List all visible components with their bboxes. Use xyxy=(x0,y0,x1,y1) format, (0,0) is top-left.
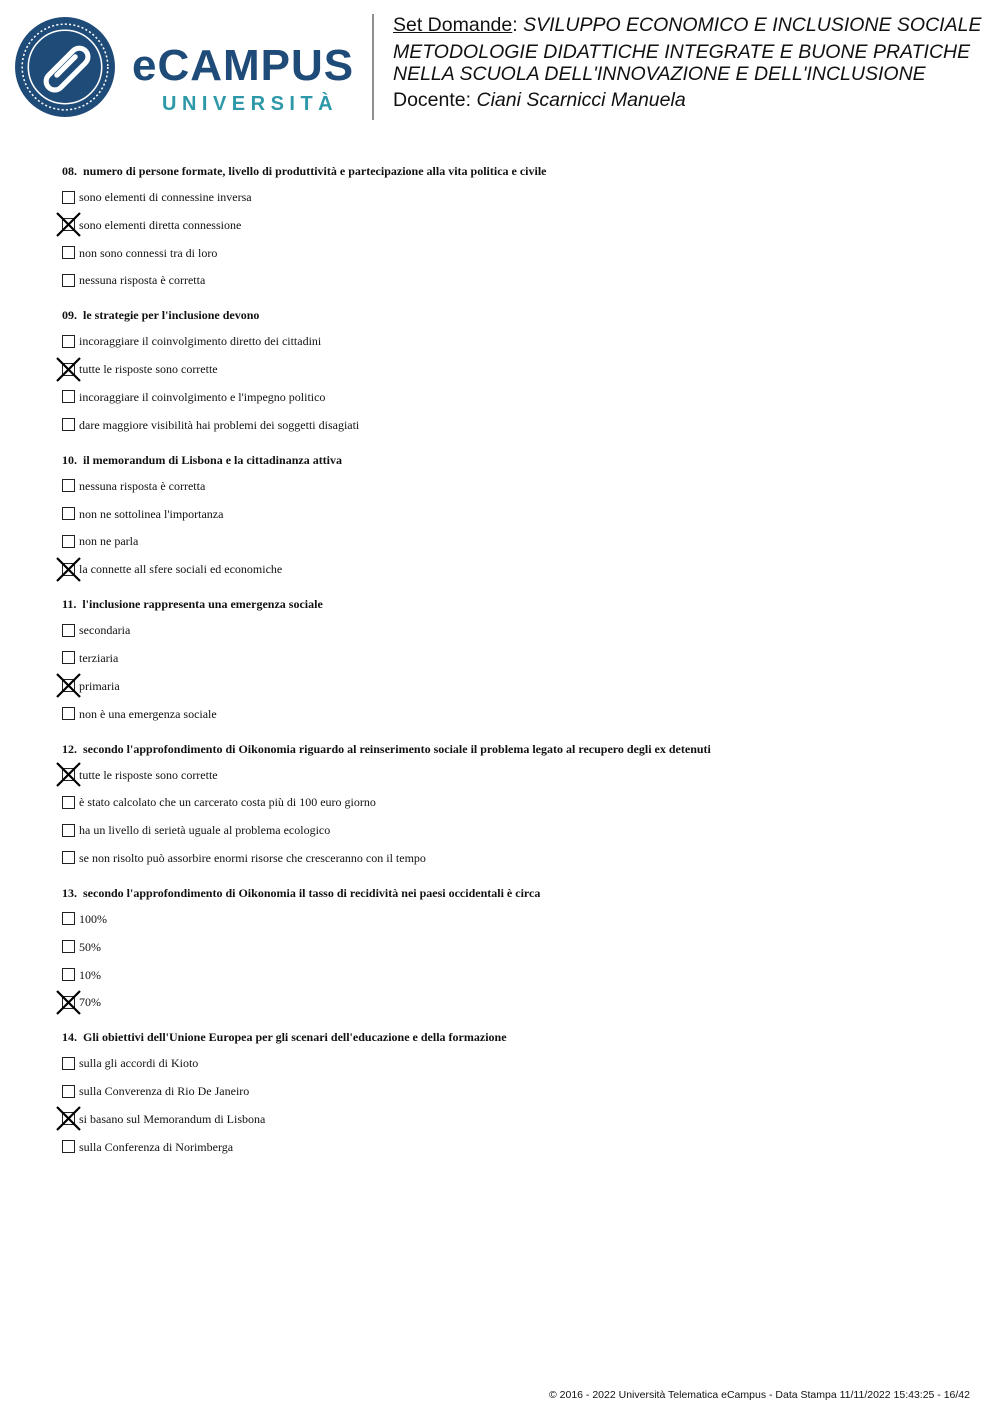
option-label: sulla Converenza di Rio De Janeiro xyxy=(79,1084,250,1099)
page-footer: © 2016 - 2022 Università Telematica eCampus - Data Stampa 11/11/2022 15:43:25 - 16/42 xyxy=(549,1389,970,1401)
option-label: 70% xyxy=(79,995,101,1010)
checkbox[interactable] xyxy=(62,274,75,287)
set-separator: : xyxy=(512,14,518,36)
question-block xyxy=(62,1028,962,1156)
checkbox[interactable] xyxy=(62,968,75,981)
cross-mark-icon xyxy=(56,212,81,237)
answer-option[interactable] xyxy=(62,270,962,290)
checked-checkbox[interactable] xyxy=(62,218,75,231)
answer-option[interactable] xyxy=(62,559,962,579)
cross-mark-icon xyxy=(56,673,81,698)
option-label: 100% xyxy=(79,911,107,926)
answer-option[interactable] xyxy=(62,331,962,351)
checkbox[interactable] xyxy=(62,191,75,204)
option-label: 50% xyxy=(79,939,101,954)
question-text: Gli obiettivi dell'Unione Europea per gli scenari dell'educazione e della formazione xyxy=(83,1030,507,1045)
logo-wordmark: eCAMPUS xyxy=(132,41,355,90)
question-number: 11. xyxy=(62,597,77,612)
checkbox[interactable] xyxy=(62,335,75,348)
header-divider xyxy=(372,14,374,120)
checkbox[interactable] xyxy=(62,507,75,520)
question-text: numero di persone formate, livello di produttività e partecipazione alla vita politica e civile xyxy=(83,164,547,178)
question-text: secondo l'approfondimento di Oikonomia il tasso di recidività nei paesi occidentali è circa xyxy=(83,885,541,900)
answer-option[interactable] xyxy=(62,1109,962,1129)
ecampus-logo xyxy=(14,14,359,124)
option-label: incoraggiare il coinvolgimento diretto dei cittadini xyxy=(79,334,322,349)
checkbox[interactable] xyxy=(62,246,75,259)
answer-option[interactable] xyxy=(62,676,962,696)
checked-checkbox[interactable] xyxy=(62,563,75,576)
checkbox[interactable] xyxy=(62,707,75,720)
cross-mark-icon xyxy=(56,557,81,582)
option-label: si basano sul Memorandum di Lisbona xyxy=(79,1111,266,1126)
answer-option[interactable] xyxy=(62,359,962,379)
question-list xyxy=(62,162,962,1173)
answer-option[interactable] xyxy=(62,765,962,785)
set-title-line xyxy=(393,14,993,36)
option-label: nessuna risposta è corretta xyxy=(79,478,206,493)
checkbox[interactable] xyxy=(62,1140,75,1153)
logo-subtitle: UNIVERSITÀ xyxy=(162,93,339,115)
docente-name: Ciani Scarnicci Manuela xyxy=(476,89,686,111)
question-block xyxy=(62,595,962,723)
question-number: 13. xyxy=(62,885,77,900)
checkbox[interactable] xyxy=(62,535,75,548)
option-label: non ne sottolinea l'importanza xyxy=(79,506,224,521)
option-label: terziaria xyxy=(79,650,119,665)
set-title: SVILUPPO ECONOMICO E INCLUSIONE SOCIALE xyxy=(523,14,982,36)
answer-option[interactable] xyxy=(62,531,962,551)
option-label: secondaria xyxy=(79,623,131,638)
checkbox[interactable] xyxy=(62,651,75,664)
checked-checkbox[interactable] xyxy=(62,679,75,692)
option-label: sono elementi di connessine inversa xyxy=(79,190,252,204)
option-label: incoraggiare il coinvolgimento e l'impegno politico xyxy=(79,389,326,404)
answer-option[interactable] xyxy=(62,820,962,840)
question-number: 14. xyxy=(62,1030,77,1045)
header-info xyxy=(393,14,993,111)
answer-option[interactable] xyxy=(62,1081,962,1101)
question-block xyxy=(62,306,962,434)
answer-option[interactable] xyxy=(62,648,962,668)
option-label: primaria xyxy=(79,678,120,693)
docente-label: Docente: xyxy=(393,89,472,111)
option-label: ha un livello di serietà uguale al problema ecologico xyxy=(79,823,331,838)
answer-option[interactable] xyxy=(62,965,962,985)
answer-option[interactable] xyxy=(62,704,962,724)
checkbox[interactable] xyxy=(62,824,75,837)
university-seal-icon xyxy=(14,16,116,118)
question-title xyxy=(62,451,962,469)
option-label: dare maggiore visibilità hai problemi dei soggetti disagiati xyxy=(79,417,360,432)
checked-checkbox[interactable] xyxy=(62,1112,75,1125)
option-label: tutte le risposte sono corrette xyxy=(79,362,218,377)
question-number: 10. xyxy=(62,452,77,467)
answer-option[interactable] xyxy=(62,1137,962,1157)
question-title xyxy=(62,306,962,324)
question-number: 08. xyxy=(62,164,77,178)
option-label: nessuna risposta è corretta xyxy=(79,273,206,288)
set-label: Set Domande xyxy=(393,14,513,36)
question-block xyxy=(62,740,962,868)
checkbox[interactable] xyxy=(62,912,75,925)
answer-option[interactable] xyxy=(62,215,962,235)
question-text: l'inclusione rappresenta una emergenza sociale xyxy=(82,597,323,612)
answer-option[interactable] xyxy=(62,387,962,407)
cross-mark-icon xyxy=(56,762,81,787)
checkbox[interactable] xyxy=(62,624,75,637)
question-number: 12. xyxy=(62,741,77,756)
checked-checkbox[interactable] xyxy=(62,996,75,1009)
subtitle-line-1: METODOLOGIE DIDATTICHE INTEGRATE E BUONE PRATICHE xyxy=(393,41,971,63)
question-text: le strategie per l'inclusione devono xyxy=(83,308,260,323)
answer-option[interactable] xyxy=(62,243,962,263)
question-text: secondo l'approfondimento di Oikonomia riguardo al reinserimento sociale il problema legato al recupero degli ex detenuti xyxy=(83,741,711,756)
answer-option[interactable] xyxy=(62,187,962,207)
question-block xyxy=(62,884,962,1012)
question-title xyxy=(62,595,962,613)
checkbox[interactable] xyxy=(62,940,75,953)
checkbox[interactable] xyxy=(62,390,75,403)
option-label: non è una emergenza sociale xyxy=(79,706,217,721)
checkbox[interactable] xyxy=(62,418,75,431)
answer-option[interactable] xyxy=(62,415,962,435)
cross-mark-icon xyxy=(56,990,81,1015)
question-block xyxy=(62,162,962,290)
checkbox[interactable] xyxy=(62,851,75,864)
answer-option[interactable] xyxy=(62,1053,962,1073)
answer-option[interactable] xyxy=(62,504,962,524)
option-label: è stato calcolato che un carcerato costa più di 100 euro giorno xyxy=(79,795,376,810)
answer-option[interactable] xyxy=(62,937,962,957)
checkbox[interactable] xyxy=(62,1085,75,1098)
question-title xyxy=(62,162,962,180)
question-number: 09. xyxy=(62,308,77,323)
question-title xyxy=(62,740,962,758)
option-label: la connette all sfere sociali ed economiche xyxy=(79,562,283,577)
cross-mark-icon xyxy=(56,357,81,382)
checked-checkbox[interactable] xyxy=(62,363,75,376)
answer-option[interactable] xyxy=(62,909,962,929)
checkbox[interactable] xyxy=(62,479,75,492)
answer-option[interactable] xyxy=(62,476,962,496)
answer-option[interactable] xyxy=(62,792,962,812)
option-label: non sono connessi tra di loro xyxy=(79,245,218,260)
option-label: sulla gli accordi di Kioto xyxy=(79,1056,199,1071)
checkbox[interactable] xyxy=(62,796,75,809)
option-label: 10% xyxy=(79,967,101,982)
cross-mark-icon xyxy=(56,1106,81,1131)
checked-checkbox[interactable] xyxy=(62,768,75,781)
answer-option[interactable] xyxy=(62,620,962,640)
option-label: tutte le risposte sono corrette xyxy=(79,767,218,782)
question-title xyxy=(62,1028,962,1046)
answer-option[interactable] xyxy=(62,992,962,1012)
docente-line xyxy=(393,89,993,111)
checkbox[interactable] xyxy=(62,1057,75,1070)
option-label: sono elementi diretta connessione xyxy=(79,217,242,232)
option-label: non ne parla xyxy=(79,534,139,549)
question-text: il memorandum di Lisbona e la cittadinanza attiva xyxy=(83,452,343,467)
question-title xyxy=(62,884,962,902)
option-label: sulla Conferenza di Norimberga xyxy=(79,1139,234,1154)
page-header xyxy=(0,0,1000,130)
option-label: se non risolto può assorbire enormi risorse che cresceranno con il tempo xyxy=(79,850,426,865)
subtitle-line-2: NELLA SCUOLA DELL'INNOVAZIONE E DELL'INCLUSIONE xyxy=(393,63,926,85)
answer-option[interactable] xyxy=(62,848,962,868)
question-block xyxy=(62,451,962,579)
